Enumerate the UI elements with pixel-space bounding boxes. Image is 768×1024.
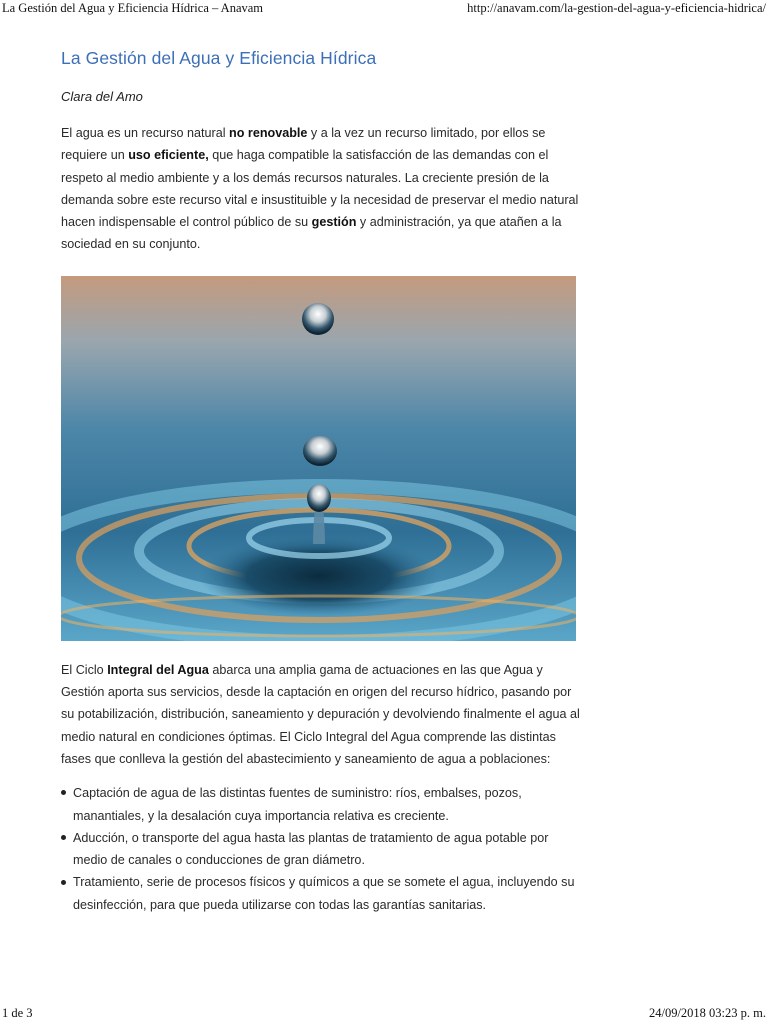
print-header	[0, 0, 768, 18]
article-author: Clara del Amo	[61, 89, 143, 104]
list-item: Aducción, o transporte del agua hasta las plantas de tratamiento de agua potable por medio de canales o conducciones de gran diámetro.	[61, 827, 581, 872]
bold-integral-del-agua: Integral del Agua	[107, 662, 209, 677]
print-datetime: 24/09/2018 03:23 p. m.	[648, 1006, 766, 1020]
print-footer	[0, 1006, 768, 1024]
list-item: Captación de agua de las distintas fuentes de suministro: ríos, embalses, pozos, manantiales, y la desalación cuya importancia relativa es creciente.	[61, 782, 581, 827]
bullet-icon	[61, 835, 66, 840]
intro-paragraph: El agua es un recurso natural no renovable y a la vez un recurso limitado, por ellos se requiere un uso eficiente, que haga compatible la satisfacción de las demandas con el respeto al medio ambiente y a los demás recursos naturales. La creciente presión de la demanda sobre este recurso vital e insustituible y la necesidad de preservar el medio natural hacen indispensable el control público de su gestión y administración, ya que atañen a la sociedad en su conjunto.	[61, 126, 579, 252]
page-number: 1 de 3	[2, 1006, 33, 1020]
print-header-title: La Gestión del Agua y Eficiencia Hídrica – Anavam	[2, 1, 264, 15]
water-drop-image	[61, 276, 576, 641]
bullet-icon	[61, 880, 66, 885]
article-title: La Gestión del Agua y Eficiencia Hídrica	[61, 48, 377, 68]
article	[61, 48, 581, 916]
print-header-url[interactable]: http://anavam.com/la-gestion-del-agua-y-eficiencia-hidrica/	[467, 1, 766, 15]
list-item: Tratamiento, serie de procesos físicos y químicos a que se somete el agua, incluyendo su desinfección, para que pueda utilizarse con todas las garantías sanitarias.	[61, 871, 581, 916]
bold-no-renovable: no renovable	[229, 126, 308, 140]
cycle-paragraph: El Ciclo Integral del Agua abarca una amplia gama de actuaciones en las que Agua y Gestión aporta sus servicios, desde la captación en origen del recurso hídrico, pasando por su potabilización, distribución, saneamiento y depuración y devolviendo finalmente el agua al medio natural en condiciones óptimas. El Ciclo Integral del Agua comprende las distintas fases que conlleva la gestión del abastecimiento y saneamiento de agua a poblaciones:	[61, 662, 580, 766]
phase-list	[61, 782, 581, 916]
bold-uso-eficiente: uso eficiente,	[128, 148, 209, 163]
bold-gestion: gestión	[311, 215, 357, 230]
bullet-icon	[61, 790, 66, 795]
